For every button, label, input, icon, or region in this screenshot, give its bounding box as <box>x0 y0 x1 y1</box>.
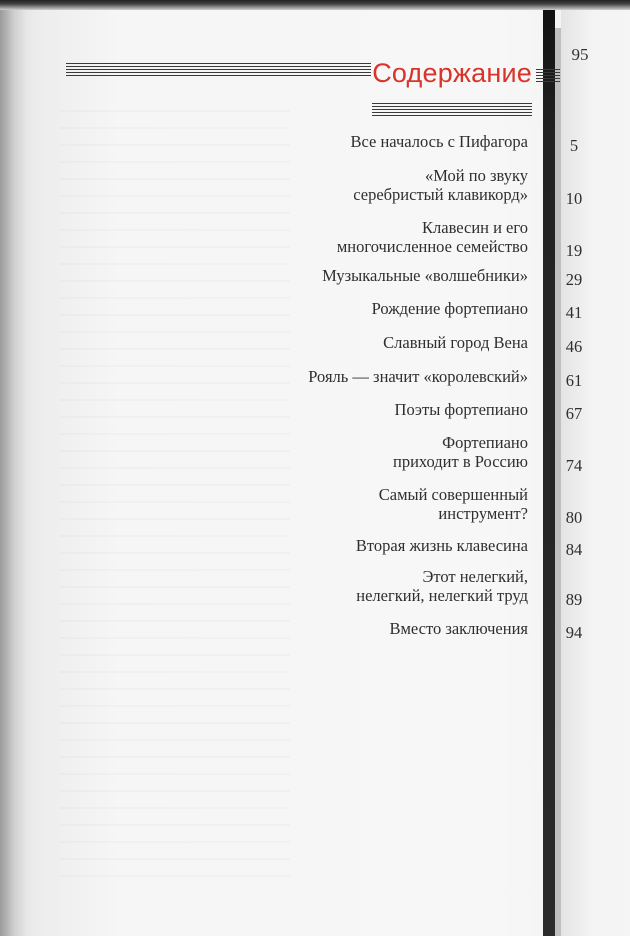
toc-entry-title-line: Вместо заключения <box>389 619 528 638</box>
toc-entry <box>250 567 590 609</box>
toc-entry-title-line: многочисленное семейство <box>336 237 528 256</box>
toc-entry-title <box>248 485 528 523</box>
toc-entry-page: 41 <box>565 303 583 322</box>
toc-entry-title <box>248 333 528 352</box>
toc-entry <box>250 132 590 155</box>
toc-entry <box>250 619 590 642</box>
toc-entry-page: 19 <box>565 241 583 260</box>
toc-entry-page: 74 <box>565 456 583 475</box>
toc-entry <box>250 299 590 322</box>
toc-entry-title-line: нелегкий, нелегкий труд <box>356 586 528 605</box>
toc-entry-title-line: Самый совершенный <box>378 485 528 504</box>
toc-entry <box>250 266 590 289</box>
toc-entry-title-line: Поэты фортепиано <box>394 400 528 419</box>
toc-entry-page: 89 <box>565 590 583 609</box>
toc-entry-title <box>248 132 528 151</box>
toc-entry <box>250 333 590 356</box>
toc-entry-page: 80 <box>565 508 583 527</box>
toc-entry-title-line: Рождение фортепиано <box>371 299 528 318</box>
toc-entry-title <box>248 367 528 386</box>
toc-entry-title-line: приходит в Россию <box>392 452 528 471</box>
toc-entry-page: 67 <box>565 404 583 423</box>
toc-entry-page: 61 <box>565 371 583 390</box>
toc-entry <box>250 218 590 260</box>
toc-entry-title <box>248 567 528 605</box>
page-title: Содержание <box>372 58 532 88</box>
toc-entry-title <box>248 299 528 318</box>
toc-entry <box>250 400 590 423</box>
page-number: 95 <box>571 45 589 64</box>
toc-entry-title-line: Клавесин и его <box>422 218 528 237</box>
toc-entry <box>250 367 590 390</box>
toc-entry-title-line: серебристый клавикорд» <box>353 185 528 204</box>
toc-entry-title-line: Фортепиано <box>442 433 528 452</box>
toc-entry-title <box>248 619 528 638</box>
toc-entry <box>250 433 590 475</box>
toc-entry-title <box>248 433 528 471</box>
toc-entry-title <box>248 266 528 285</box>
toc-entry-title-line: Все началось с Пифагора <box>350 132 528 151</box>
toc-entry-title-line: инструмент? <box>438 504 528 523</box>
toc-entry-title-line: Славный город Вена <box>383 333 528 352</box>
toc-entry-title-line: Вторая жизнь клавесина <box>355 536 528 555</box>
toc-entry-title <box>248 166 528 204</box>
toc-entry-title-line: Музыкальные «волшебники» <box>322 266 528 285</box>
toc-entry-title <box>248 400 528 419</box>
toc-entry-title-line: Этот нелегкий, <box>422 567 528 586</box>
toc-entry-page: 10 <box>565 189 583 208</box>
toc-entry <box>250 536 590 559</box>
toc-entry <box>250 166 590 208</box>
toc-entry-page: 29 <box>565 270 583 289</box>
toc-entry <box>250 485 590 527</box>
toc-entry-page: 84 <box>565 540 583 559</box>
toc-entry-page: 94 <box>565 623 583 642</box>
toc-entry-page: 5 <box>569 136 579 155</box>
toc-entry-title <box>248 536 528 555</box>
toc-entry-page: 46 <box>565 337 583 356</box>
toc-entry-title-line: «Мой по звуку <box>425 166 528 185</box>
toc-entry-title <box>248 218 528 256</box>
toc-entry-title-line: Рояль — значит «королевский» <box>308 367 528 386</box>
